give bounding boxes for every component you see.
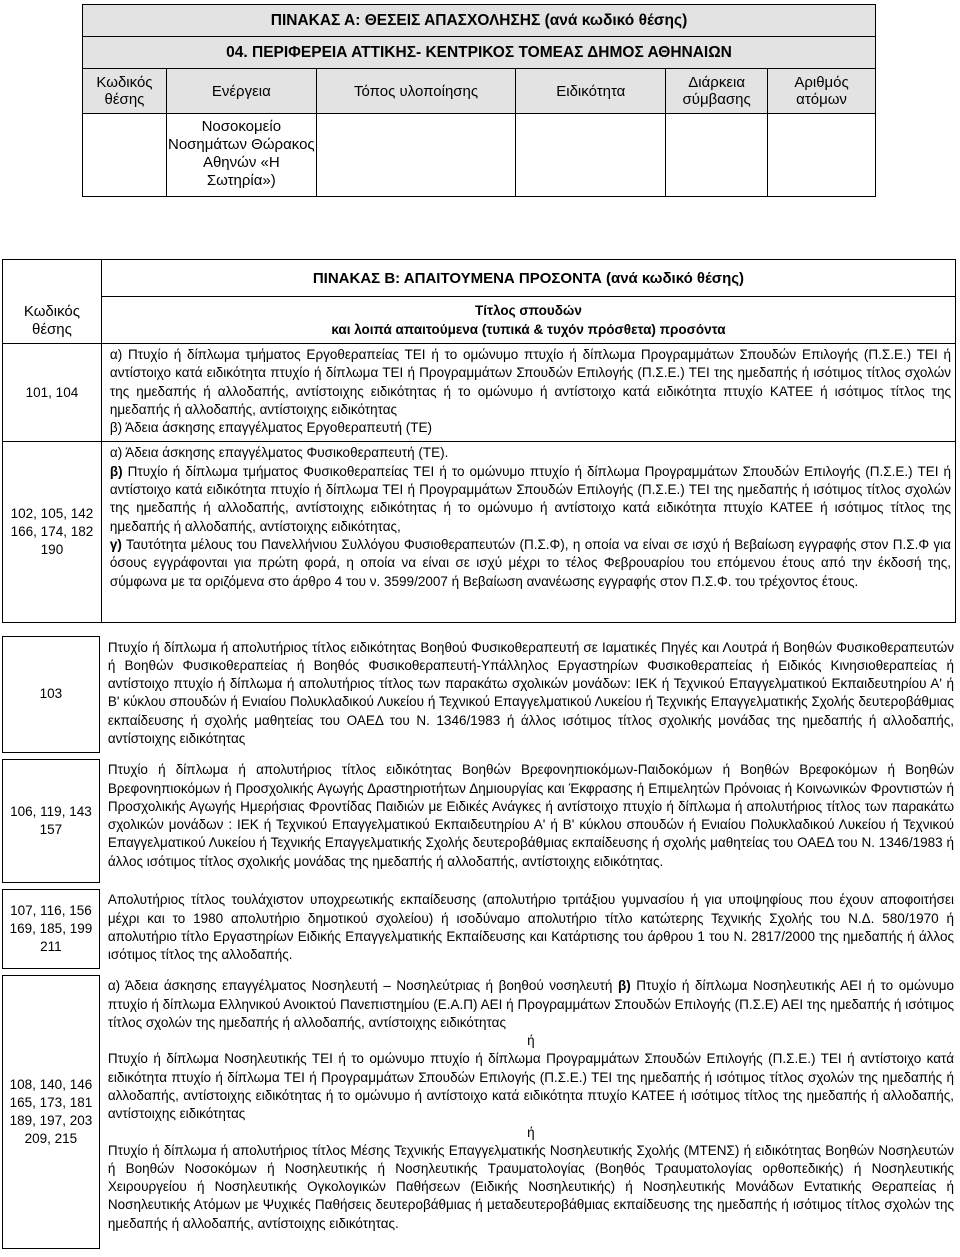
table-a-cell-body: Νοσοκομείο Νοσημάτων Θώρακος Αθηνών «Η Σωτηρία») bbox=[166, 114, 316, 197]
code-line: 166, 174, 182 bbox=[10, 524, 94, 540]
code-header-line2: θέσης bbox=[104, 91, 145, 108]
code-line: 189, 197, 203 bbox=[9, 1112, 93, 1128]
requirement-b-label: β) bbox=[617, 978, 631, 994]
requirement-b: β) Άδεια άσκησης επαγγέλματος Εργοθεραπευτή (ΤΕ) bbox=[109, 420, 432, 436]
code-line: 165, 173, 181 bbox=[9, 1094, 93, 1110]
requirements-text: Πτυχίο ή δίπλωμα ή απολυτήριος τίτλος ειδικότητας Βοηθών Βρεφονηπιοκόμων-Παιδοκόμων ή Βοηθών Βρεφοκόμων ή Βοηθών Βρεφονηπιοκόμων ή Προσχολικής Αγωγής Δραστηριοτήτων Δημιουργίας και Έκφρασης ή Επιμελητών Πρόνοιας ή Κοινωνικών Φροντιστών ή Προσχολικής Αγωγής Ημερήσιας Φροντίδας Παιδιών με Ειδικές Ανάγκες ή αντίστοιχο πτυχίο ή δίπλωμα ή απολυτήριος τίτλος των παρακάτω σχολικών μονάδων : ΙΕΚ ή Τεχνικού Επαγγελματικού Εκπαιδευτηρίου Α' ή Β' κύκλου σπουδών ή Ενιαίου Πολυκλαδικού Λυκείου ή Τεχνικού Επαγγελματικού Λυκείου ή Τεχνικής Επαγγελματικής Σχολής δευτεροβάθμιας εκπαίδευσης ή σχολής μαθητείας του ΟΑΕΔ του Ν. 1346/1983 ή άλλος ισότιμος τίτλος σχολικής μονάδας της ημεδαπής ή αλλοδαπής, αντίστοιχης ειδικότητας. bbox=[107, 762, 954, 869]
position-code: 103 bbox=[3, 637, 100, 753]
requirement-a: α) Άδεια άσκησης επαγγέλματος Φυσικοθεραπευτή (ΤΕ). bbox=[109, 445, 449, 461]
position-code bbox=[3, 442, 102, 623]
row-spacer bbox=[3, 752, 957, 759]
requirements-text: Πτυχίο ή δίπλωμα ή απολυτήριος τίτλος ειδικότητας Βοηθού Φυσικοθεραπευτή σε Ιαματικές Πηγές και Λουτρά ή Βοηθών Φυσικοθεραπευτών ή Βοηθών Φυσικοθεραπείας ή Βοηθός Φυσικοθεραπευτή-Υπάλληλος Εργαστηρίων Φυσικοθεραπείας ή Ειδικός Κινησιοθεραπείας ή αντίστοιχο πτυχίο ή δίπλωμα ή απολυτήριος τίτλος των παρακάτω σχολικών μονάδων: ΙΕΚ ή Τεχνικού Επαγγελματικού Εκπαιδευτηρίου Α' ή Β' κύκλου σπουδών ή Ενιαίου Πολυκλαδικού Λυκείου ή Τεχνικού Επαγγελματικού Λυκείου ή Τεχνικής Επαγγελματικής Σχολής δευτεροβάθμιας εκπαίδευσης ή σχολής μαθητείας του ΟΑΕΔ του Ν. 1346/1983 ή άλλος ισότιμος τίτλος σχολικής μονάδας της ημεδαπής ή αλλοδαπής, αντίστοιχης ειδικότητας bbox=[107, 639, 954, 746]
requirement-b-label: β) bbox=[109, 463, 123, 479]
table-a-header-count bbox=[768, 69, 876, 114]
row-spacer bbox=[3, 968, 957, 975]
requirement-c-label: γ) bbox=[109, 536, 122, 552]
table-a-header-body: Ενέργεια bbox=[166, 69, 316, 114]
requirement-a: α) Άδεια άσκησης επαγγέλματος Νοσηλευτή – Νοσηλεύτριας ή βοηθού νοσηλευτή bbox=[107, 978, 618, 994]
table-a-cell-location bbox=[316, 114, 516, 197]
table-a-header-location: Τόπος υλοποίησης bbox=[316, 69, 516, 114]
table-b-title: ΠΙΝΑΚΑΣ Β: ΑΠΑΙΤΟΥΜΕΝΑ ΠΡΟΣΟΝΤΑ (ανά κωδικό θέσης) bbox=[101, 260, 955, 297]
code-line: 190 bbox=[40, 542, 64, 558]
requirement-c: Ταυτότητα μέλους του Πανελλήνιου Συλλόγου Φυσιοθεραπευτών (Π.Σ.Φ), η οποία να είναι σε ισχύ ή Βεβαίωση εγγραφής στον Π.Σ.Φ για όσους εγγράφονται για πρώτη φορά, η οποία να είναι σε ισχύ μέχρι το τέλος Φεβρουαρίου του επόμενου έτους από την έκδοσή της, σύμφωνα με τα οριζόμενα στο άρθρο 4 του ν. 3599/2007 ή Βεβαίωση ανανέωσης εγγραφής στον Π.Σ.Φ. του τρέχοντος έτους. bbox=[109, 536, 951, 589]
table-a-cell-specialty bbox=[516, 114, 666, 197]
table-b-header-requirements bbox=[101, 297, 955, 344]
count-header-line1: Αριθμός bbox=[794, 74, 849, 91]
table-a bbox=[82, 4, 876, 197]
req-header-line1: Τίτλος σπουδών bbox=[475, 303, 582, 318]
table-a-subtitle: 04. ΠΕΡΙΦΕΡΕΙΑ ΑΤΤΙΚΗΣ- ΚΕΝΤΡΙΚΟΣ ΤΟΜΕΑΣ ΔΗΜΟΣ ΑΘΗΝΑΙΩΝ bbox=[83, 37, 876, 69]
requirements-text: Απολυτήριος τίτλος τουλάχιστον υποχρεωτικής εκπαίδευσης (απολυτήριο τριτάξιου γυμνασίου ή για υποψηφίους που έχουν αποφοιτήσει μέχρι και το 1980 απολυτήριο δημοτικού σχολείου) ή ισοδύναμο απολυτήριο τίτλο κατώτερης Τεχνικής Σχολής του Ν.Δ. 580/1970 ή απολυτήριο τίτλο Εργαστηρίων Ειδικής Επαγγελματικής Εκπαίδευσης και Κατάρτισης του άρθρου 1 του Ν. 2817/2000 της ημεδαπής ή άλλος ισότιμος τίτλος της αλλοδαπής. bbox=[107, 892, 954, 963]
duration-header-line1: Διάρκεια bbox=[688, 74, 746, 91]
code-header-line1: Κωδικός bbox=[96, 74, 153, 91]
duration-header-line2: σύμβασης bbox=[682, 91, 751, 108]
code-line: 106, 119, 143 bbox=[10, 803, 92, 819]
code-line: 108, 140, 146 bbox=[9, 1076, 93, 1092]
table-a-header-code bbox=[83, 69, 167, 114]
table-a-title: ΠΙΝΑΚΑΣ Α: ΘΕΣΕΙΣ ΑΠΑΣΧΟΛΗΣΗΣ (ανά κωδικό θέσης) bbox=[83, 5, 876, 37]
table-a-header-duration bbox=[666, 69, 768, 114]
position-code bbox=[3, 759, 100, 882]
requirement-alt-1: Πτυχίο ή δίπλωμα Νοσηλευτικής ΤΕΙ ή το ομώνυμο πτυχίο ή δίπλωμα Προγραμμάτων Σπουδών Επιλογής (Π.Σ.Ε.) ΤΕΙ ή αντίστοιχο κατά ειδικότητα πτυχίο ή δίπλωμα ΤΕΙ ή Προγραμμάτων Σπουδών Επιλογής (Π.Σ.Ε.) ΤΕΙ της ημεδαπής ή ισότιμος τίτλος σχολών της ημεδαπής ή αλλοδαπής, αντίστοιχης ειδικότητας ή το ομώνυμο ή αντίστοιχο κατά ειδικότητα πτυχίο ΚΑΤΕΕ ή ισότιμος τίτλος της ημεδαπής ή αλλοδαπής, αντίστοιχης ειδικότητας bbox=[107, 1051, 954, 1122]
table-a-cell-code bbox=[83, 114, 167, 197]
requirements-text bbox=[101, 344, 955, 442]
position-code bbox=[3, 889, 100, 968]
requirement-a: α) Πτυχίο ή δίπλωμα τμήματος Εργοθεραπείας ΤΕΙ ή το ομώνυμο πτυχίο ή δίπλωμα Προγραμμάτων Σπουδών Επιλογής (Π.Σ.Ε.) ΤΕΙ ή αντίστοιχο κατά ειδικότητα πτυχίο ή δίπλωμα ΤΕΙ ή Προγραμμάτων Σπουδών Επιλογής (Π.Σ.Ε.) ΤΕΙ της ημεδαπής ή ισότιμος τίτλος σχολών της ημεδαπής ή αλλοδαπής, αντίστοιχης ειδικότητας ή το ομώνυμο ή αντίστοιχο κατά ειδικότητα πτυχίο ΚΑΤΕΕ ή ισότιμος τίτλος της ημεδαπής ή αλλοδαπής, αντίστοιχης ειδικότητας bbox=[109, 347, 951, 417]
code-line: 107, 116, 156 bbox=[10, 902, 92, 918]
row-spacer bbox=[3, 882, 957, 889]
requirement-alt-2: Πτυχίο ή δίπλωμα ή απολυτήριος τίτλος Μέσης Τεχνικής Επαγγελματικής Νοσηλευτικής Σχολής (ΜΤΕΝΣ) ή ειδικότητας Βοηθών Νοσηλευτών ή Βοηθών Νοσοκόμων ή Νοσηλευτικής ή Νοσηλευτικής Τραυματολογίας (Βοηθός Τραυματολογίας ορθοπεδικής) ή Νοσηλευτικής Χειρουργείου ή Νοσηλευτικής Ογκολογικών Παθήσεων (Ειδικής Νοσηλευτικής) ή Νοσηλευτικής Μονάδων Εντατικής Θεραπείας ή Νοσηλευτικής Ατόμων με Ψυχικές Παθήσεις δευτεροβάθμιας ή μεταδευτεροβάθμιας εκπαίδευσης της ημεδαπής ή ισότιμος τίτλος σχολών της ημεδαπής ή αλλοδαπής, αντίστοιχης ειδικότητας. bbox=[107, 1142, 954, 1231]
or-separator: ή bbox=[527, 1124, 535, 1140]
table-row bbox=[3, 637, 957, 753]
table-row bbox=[3, 975, 957, 1248]
table-b-code-header-line1: Κωδικός bbox=[23, 302, 80, 320]
table-a-cell-duration bbox=[666, 114, 768, 197]
table-b-header-code bbox=[3, 260, 102, 344]
code-line: 211 bbox=[40, 938, 62, 954]
code-line: 157 bbox=[39, 821, 63, 837]
requirement-b: Πτυχίο ή δίπλωμα τμήματος Φυσικοθεραπείας ΤΕΙ ή το ομώνυμο πτυχίο ή δίπλωμα Προγραμμάτων Σπουδών Επιλογής (Π.Σ.Ε.) ΤΕΙ ή αντίστοιχο κατά ειδικότητα πτυχίο ή δίπλωμα ΤΕΙ ή Προγραμμάτων Σπουδών Επιλογής (Π.Σ.Ε.) ΤΕΙ της ημεδαπής ή ισότιμος τίτλος σχολών της ημεδαπής ή αλλοδαπής, αντίστοιχης ειδικότητας ή το ομώνυμο ή αντίστοιχο κατά ειδικότητα πτυχίο ΚΑΤΕΕ ή ισότιμος τίτλος της ημεδαπής ή αλλοδαπής, αντίστοιχης ειδικότητας, bbox=[109, 463, 951, 534]
requirements-text bbox=[99, 975, 956, 1248]
code-line: 102, 105, 142 bbox=[10, 506, 94, 522]
table-a-header-specialty: Ειδικότητα bbox=[516, 69, 666, 114]
table-a-row bbox=[83, 114, 876, 197]
requirements-text bbox=[101, 442, 955, 623]
code-line: 209, 215 bbox=[24, 1130, 78, 1146]
table-row bbox=[3, 889, 957, 968]
code-line: 169, 185, 199 bbox=[9, 920, 93, 936]
table-row bbox=[3, 442, 956, 623]
req-header-line2: και λοιπά απαιτούμενα (τυπικά & τυχόν πρόσθετα) προσόντα bbox=[331, 322, 726, 337]
position-code bbox=[3, 975, 100, 1248]
or-separator: ή bbox=[527, 1033, 535, 1049]
table-b bbox=[2, 259, 956, 623]
count-header-line2: ατόμων bbox=[796, 91, 847, 108]
position-code: 101, 104 bbox=[3, 344, 102, 442]
table-row bbox=[3, 759, 957, 882]
requirement-b: Πτυχίο ή δίπλωμα Νοσηλευτικής ΑΕΙ ή το ομώνυμο πτυχίο ή δίπλωμα Ελληνικού Ανοικτού Πανεπιστημίου (Ε.Α.Π) ΑΕΙ ή Προγραμμάτων Σπουδών Επιλογής (Π.Σ.Ε) ΑΕΙ της ημεδαπής ή ισότιμος τίτλος σχολών της ημεδαπής ή αλλοδαπής, αντίστοιχης ειδικότητας bbox=[107, 978, 954, 1031]
table-row bbox=[3, 344, 956, 442]
table-b-code-header-line2: θέσης bbox=[32, 320, 72, 338]
table-a-cell-count bbox=[768, 114, 876, 197]
table-c bbox=[2, 636, 956, 1249]
